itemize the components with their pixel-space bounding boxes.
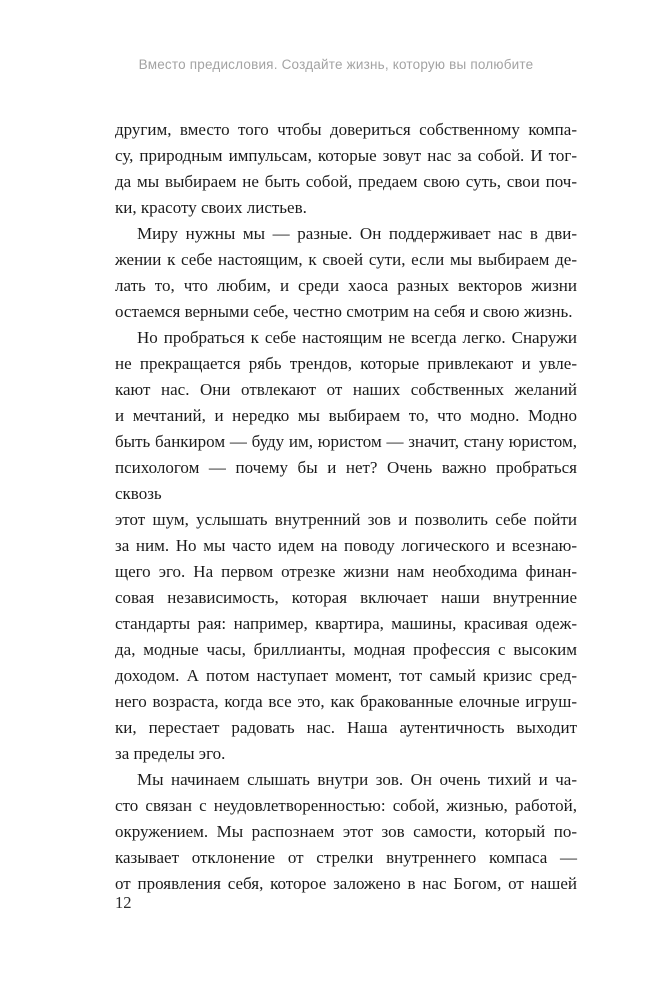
text-line: кают нас. Они отвлекают от наших собственных желаний [115,380,577,399]
text-line: за ним. Но мы часто идем на поводу логического и всезнаю- [115,536,577,555]
text-line: стандарты рая: например, квартира, машины, красивая одеж- [115,614,577,633]
body-text [115,117,577,897]
text-line: него возраста, когда все это, как бракованные елочные игруш- [115,692,577,711]
text-line: совая независимость, которая включает наши внутренние [115,588,577,607]
text-line: сто связан с неудовлетворенностью: собой, жизнью, работой, [115,796,577,815]
running-header: Вместо предисловия. Создайте жизнь, которую вы полюбите [138,57,534,72]
text-line: да, модные часы, бриллианты, модная профессия с высоким [115,640,577,659]
text-line: другим, вместо того чтобы довериться собственному компа- [115,120,577,139]
paragraph [115,117,577,221]
text-line: этот шум, услышать внутренний зов и позволить себе пойти [115,510,577,529]
text-line: и мечтаний, и нередко мы выбираем то, что модно. Модно [115,406,577,425]
text-line: Мы начинаем слышать внутри зов. Он очень тихий и ча- [137,770,577,789]
page-number: 12 [115,893,132,912]
text-line: доходом. А потом наступает момент, тот самый кризис сред- [115,666,577,685]
text-line: да мы выбираем не быть собой, предаем свою суть, свои поч- [115,172,577,191]
paragraph [115,767,577,897]
text-line: психологом — почему бы и нет? Очень важно пробраться сквозь [115,458,577,503]
text-line: за пределы эго. [115,744,226,763]
text-line: жении к себе настоящим, к своей сути, если мы выбираем де- [115,250,577,269]
text-line: щего эго. На первом отрезке жизни нам необходима финан- [115,562,577,581]
text-line: окружением. Мы распознаем этот зов самости, который по- [115,822,577,841]
paragraph [115,221,577,325]
text-line: су, природным импульсам, которые зовут нас за собой. И тог- [115,146,577,165]
text-line: Но пробраться к себе настоящим не всегда легко. Снаружи [137,328,577,347]
text-line: остаемся верными себе, честно смотрим на себя и свою жизнь. [115,302,573,321]
paragraph [115,325,577,767]
text-line: не прекращается рябь трендов, которые привлекают и увле- [115,354,577,373]
text-line: казывает отклонение от стрелки внутреннего компаса — [115,848,577,867]
text-line: от проявления себя, которое заложено в нас Богом, от нашей [115,874,577,893]
text-line: лать то, что любим, и среди хаоса разных векторов жизни [115,276,577,295]
text-line: ки, перестает радовать нас. Наша аутентичность выходит [115,718,577,737]
text-line: ки, красоту своих листьев. [115,198,307,217]
text-line: быть банкиром — буду им, юристом — значит, стану юристом, [115,432,577,451]
text-line: Миру нужны мы — разные. Он поддерживает нас в дви- [137,224,577,243]
